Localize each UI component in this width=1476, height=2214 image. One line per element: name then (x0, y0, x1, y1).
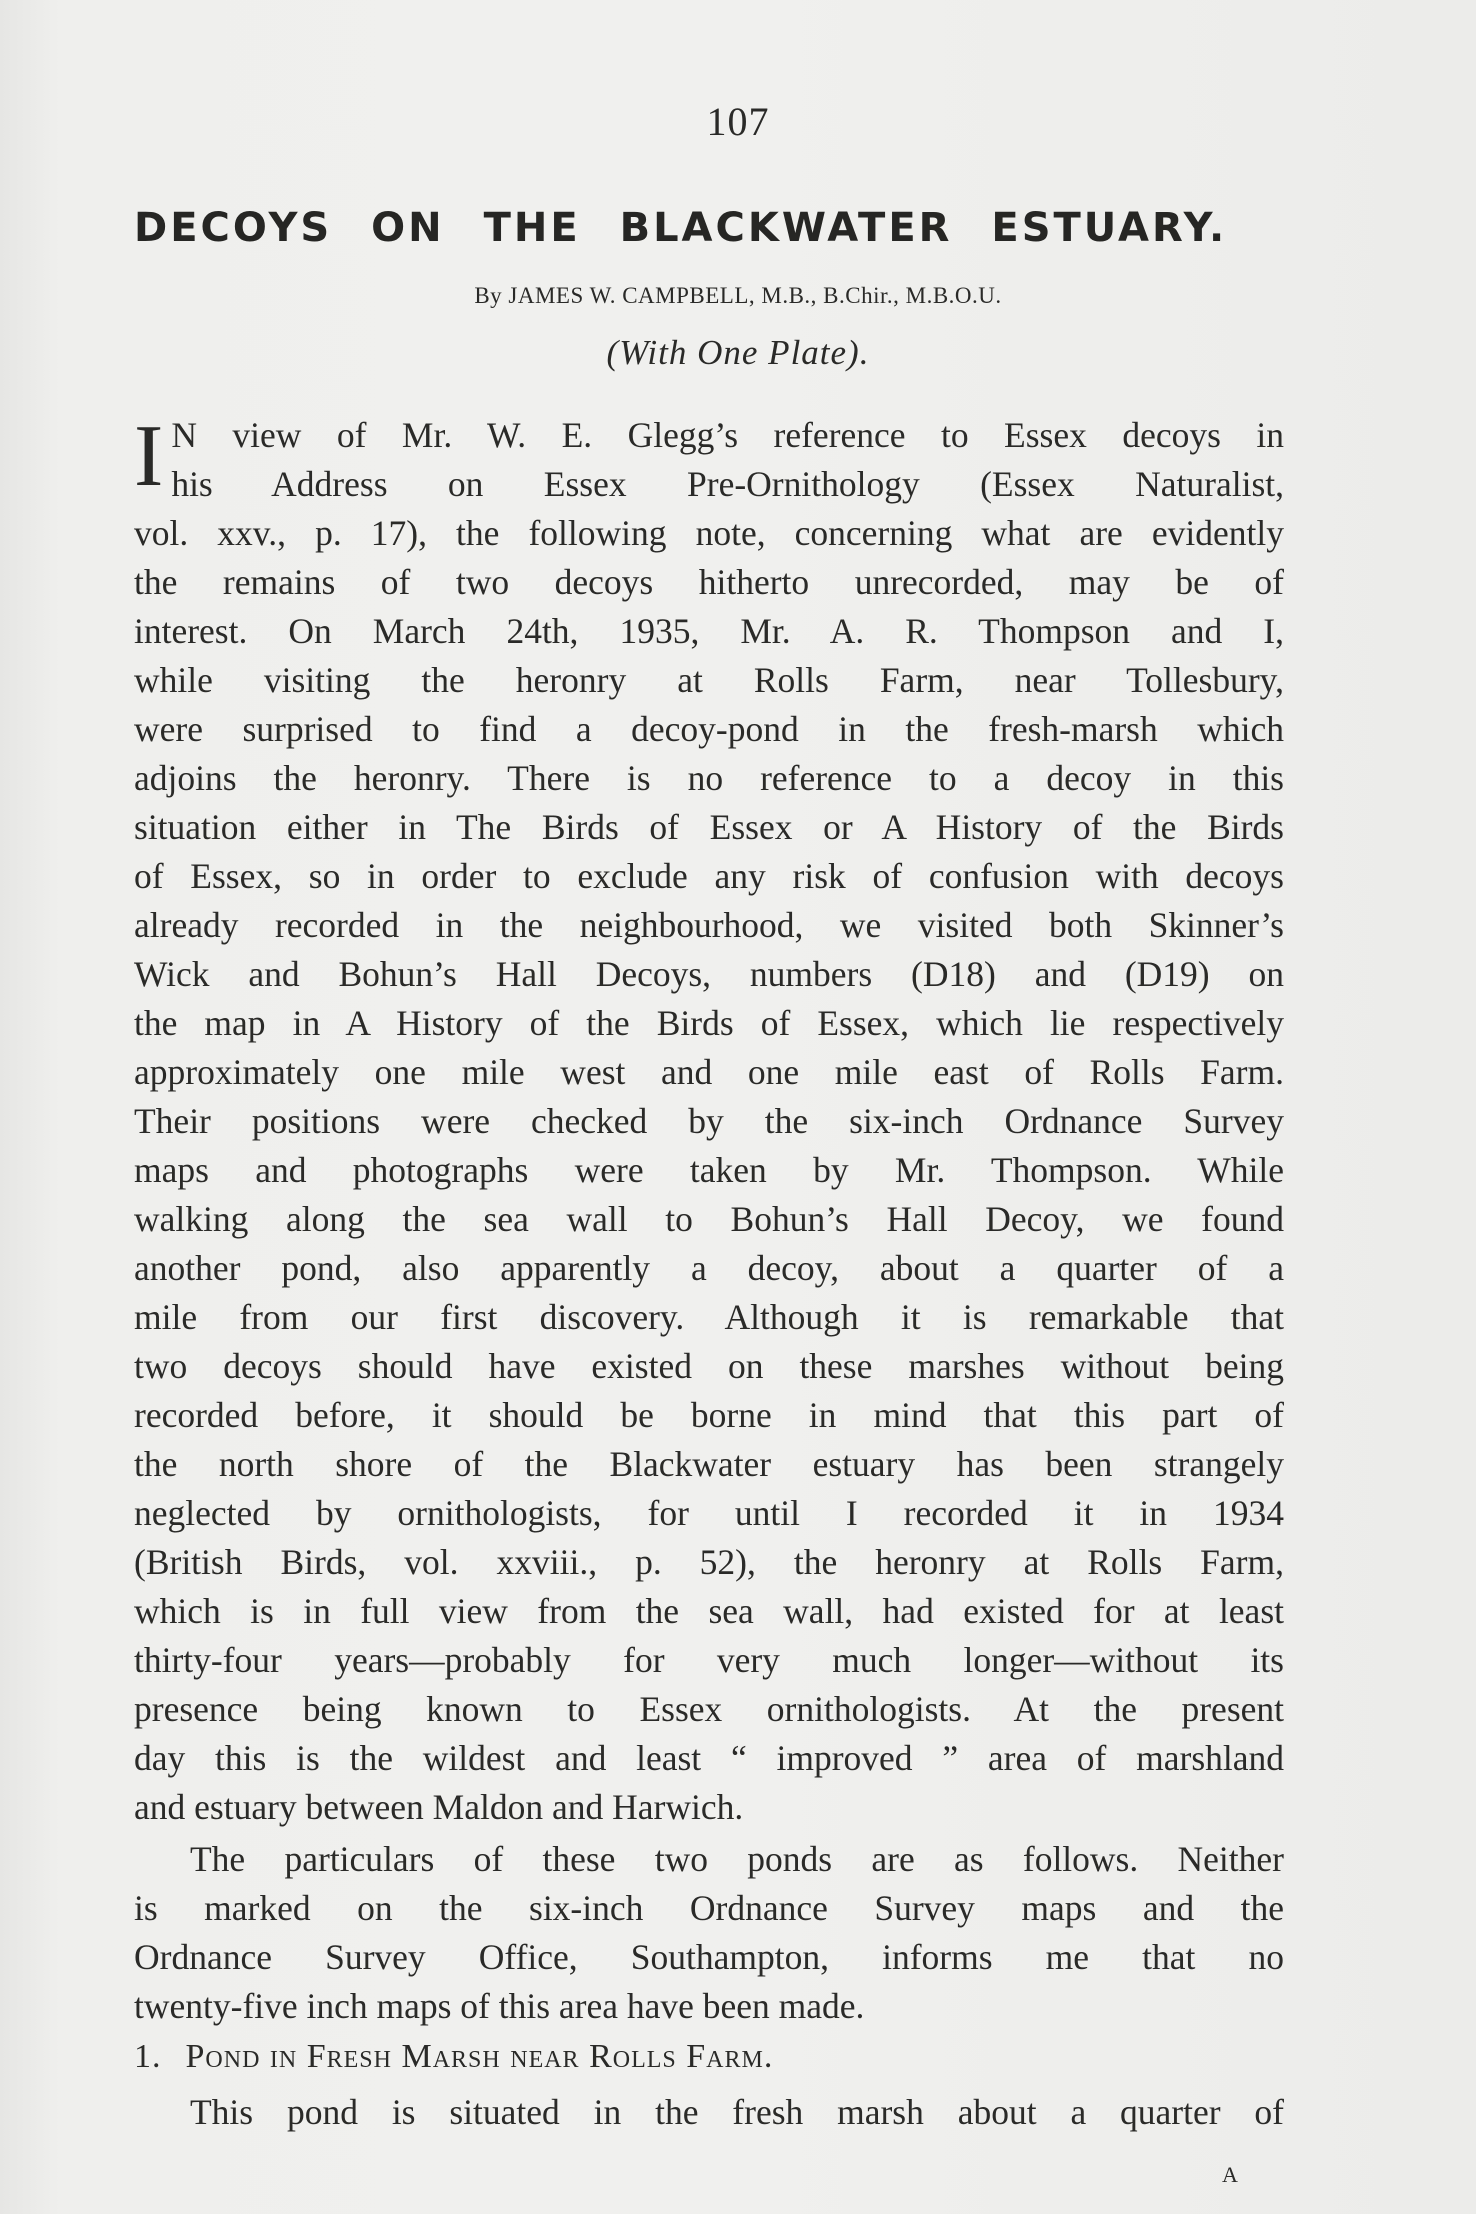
text-line: of Essex, so in order to exclude any risk of confusion with decoys (134, 856, 1284, 896)
text-line: twenty-five inch maps of this area have been made. (134, 1986, 865, 2026)
text-line: were surprised to find a decoy-pond in the fresh-marsh which (134, 709, 1284, 749)
article-title: DECOYS ON THE BLACKWATER ESTUARY. (134, 205, 1228, 251)
text-line: neglected by ornithologists, for until I recorded it in 1934 (134, 1493, 1284, 1533)
signature-mark: A (1222, 2162, 1238, 2187)
text-line: two decoys should have existed on these marshes without being (134, 1346, 1284, 1386)
text-line: recorded before, it should be borne in mind that this part of (134, 1395, 1284, 1435)
text-line: Ordnance Survey Office, Southampton, informs me that no (134, 1937, 1284, 1977)
drop-cap: I (134, 408, 164, 505)
paragraph-1 (134, 408, 1284, 1832)
text-line: interest. On March 24th, 1935, Mr. A. R. Thompson and I, (134, 611, 1284, 651)
text-line: situation either in The Birds of Essex or A History of the Birds (134, 807, 1284, 847)
text-line: which is in full view from the sea wall, had existed for at least (134, 1591, 1284, 1631)
text-line: already recorded in the neighbourhood, we visited both Skinner’s (134, 905, 1284, 945)
text-line: Their positions were checked by the six-inch Ordnance Survey (134, 1101, 1284, 1141)
text-line: the remains of two decoys hitherto unrecorded, may be of (134, 562, 1284, 602)
text-line: the north shore of the Blackwater estuary has been strangely (134, 1444, 1284, 1484)
text-line: and estuary between Maldon and Harwich. (134, 1787, 744, 1827)
text-line: Wick and Bohun’s Hall Decoys, numbers (D18) and (D19) on (134, 954, 1284, 994)
page-number: 107 (706, 99, 770, 144)
text-line: while visiting the heronry at Rolls Farm, near Tollesbury, (134, 660, 1284, 700)
text-line: maps and photographs were taken by Mr. Thompson. While (134, 1150, 1284, 1190)
text-line: approximately one mile west and one mile east of Rolls Farm. (134, 1052, 1284, 1092)
text-line: his Address on Essex Pre-Ornithology (Essex Naturalist, (171, 464, 1284, 504)
section-heading (134, 2038, 773, 2076)
author-byline: By JAMES W. CAMPBELL, M.B., B.Chir., M.B.O.U. (474, 283, 1002, 308)
text-line: thirty-four years—probably for very much longer—without its (134, 1640, 1284, 1680)
text-line: N view of Mr. W. E. Glegg’s reference to Essex decoys in (171, 415, 1284, 455)
text-line: walking along the sea wall to Bohun’s Hall Decoy, we found (134, 1199, 1284, 1239)
section-number: 1. (134, 2038, 162, 2075)
text-line: adjoins the heronry. There is no reference to a decoy in this (134, 758, 1284, 798)
text-line: mile from our first discovery. Although it is remarkable that (134, 1297, 1284, 1337)
text-line: vol. xxv., p. 17), the following note, concerning what are evidently (134, 513, 1284, 553)
text-line: (British Birds, vol. xxviii., p. 52), the heronry at Rolls Farm, (134, 1542, 1284, 1582)
text-line: the map in A History of the Birds of Essex, which lie respectively (134, 1003, 1284, 1043)
paragraph-3-first-line: This pond is situated in the fresh marsh about a quarter of (190, 2092, 1284, 2132)
text-line: another pond, also apparently a decoy, about a quarter of a (134, 1248, 1284, 1288)
text-line: The particulars of these two ponds are as follows. Neither (190, 1839, 1284, 1879)
text-line: day this is the wildest and least “ improved ” area of marshland (134, 1738, 1284, 1778)
text-line: presence being known to Essex ornithologists. At the present (134, 1689, 1284, 1729)
paragraph-2 (134, 1835, 1284, 2031)
plate-note: (With One Plate). (606, 333, 870, 372)
text-line: is marked on the six-inch Ordnance Survey maps and the (134, 1888, 1284, 1928)
section-title: Pond in Fresh Marsh near Rolls Farm. (185, 2038, 774, 2075)
